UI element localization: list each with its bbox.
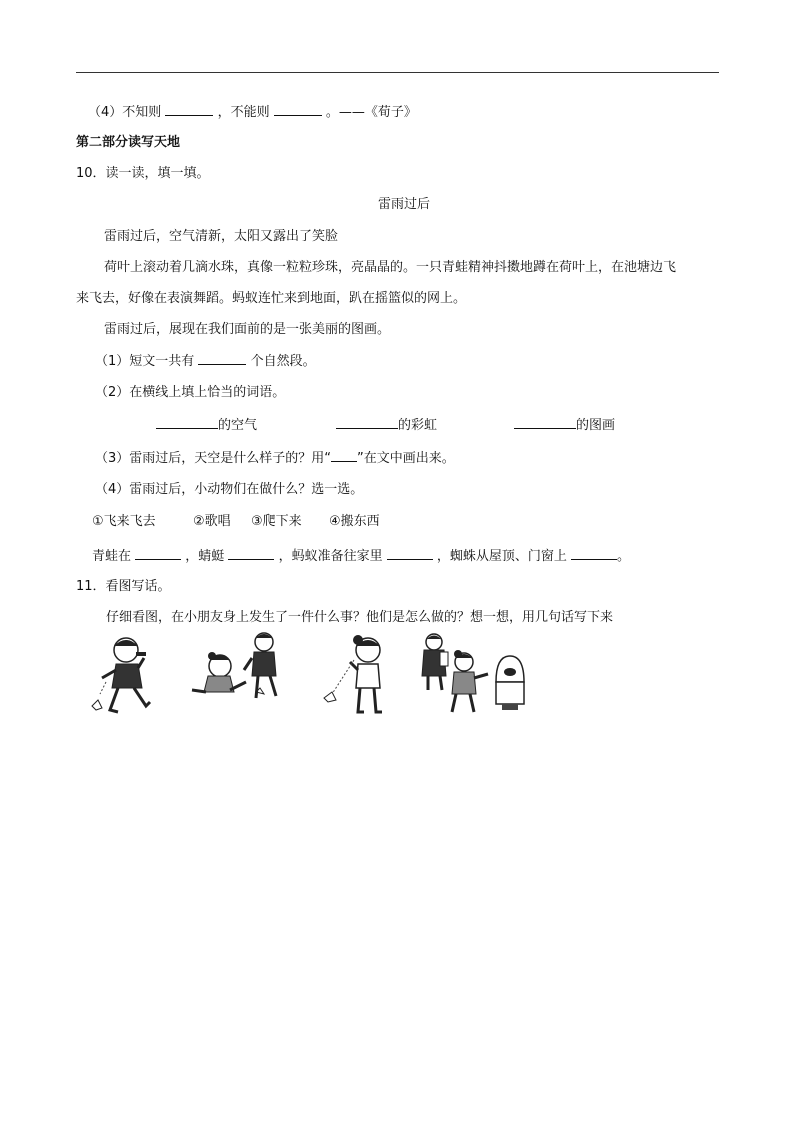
- q10-sub1-suffix: 个自然段。: [250, 354, 316, 369]
- q10-answer-line: [92, 547, 630, 566]
- story-paragraph-2-line-1: 荷叶上滚动着几滴水珠，真像一粒粒珍珠，亮晶晶的。一只青蛙精神抖擞地蹲在荷叶上，在池塘边飞: [104, 260, 677, 275]
- q10-sub4: （4）雷雨过后，小动物们在做什么？选一选。: [95, 482, 364, 497]
- fill-air: [156, 416, 257, 435]
- picture-girl-looking: [320, 632, 400, 716]
- answer-blank[interactable]: [228, 547, 274, 560]
- ans-ant: ，蚂蚁准备往家里: [278, 549, 383, 564]
- answer-blank[interactable]: [135, 547, 181, 560]
- q9-item4-line: [88, 103, 417, 122]
- picture-boy-eating: [88, 632, 168, 718]
- q9-item4-prefix: （4）不知则: [88, 105, 162, 120]
- answer-blank[interactable]: [514, 416, 576, 429]
- answer-blank[interactable]: [571, 547, 617, 560]
- option-1: ①飞来飞去: [92, 514, 156, 529]
- story-title: 雷雨过后: [378, 197, 431, 212]
- q10-prompt: 10．读一读，填一填。: [76, 166, 210, 181]
- answer-blank[interactable]: [387, 547, 433, 560]
- ans-dragonfly: ，蜻蜓: [185, 549, 225, 564]
- story-paragraph-3: 雷雨过后，展现在我们面前的是一张美丽的图画。: [104, 322, 391, 337]
- answer-blank[interactable]: [274, 103, 322, 116]
- q10-sub2: （2）在横线上填上恰当的词语。: [95, 385, 286, 400]
- fill-picture: [514, 416, 615, 435]
- option-2: ②歌唱: [193, 514, 231, 529]
- option-3: ③爬下来: [251, 514, 302, 529]
- q10-sub3-suffix: ”在文中画出来。: [357, 451, 455, 466]
- story-paragraph-2-line-2: 来飞去，好像在表演舞蹈。蚂蚁连忙来到地面，趴在摇篮似的网上。: [76, 291, 467, 306]
- ans-end: 。: [617, 549, 631, 564]
- underline-mark: [331, 449, 357, 462]
- answer-blank[interactable]: [336, 416, 398, 429]
- section-title: 第二部分读写天地: [76, 135, 181, 150]
- fill-air-label: 的空气: [218, 418, 258, 433]
- q11-instruction: 仔细看图，在小朋友身上发生了一件什么事？他们是怎么做的？想一想，用几句话写下来: [106, 610, 614, 625]
- answer-blank[interactable]: [198, 352, 246, 365]
- q10-sub3-prefix: （3）雷雨过后，天空是什么样子的？用“: [95, 451, 332, 466]
- option-4: ④搬东西: [329, 514, 380, 529]
- q9-item4-mid: ，不能则: [217, 105, 270, 120]
- answer-blank[interactable]: [156, 416, 218, 429]
- q9-item4-suffix: 。——《荀子》: [325, 105, 417, 120]
- fill-picture-label: 的图画: [576, 418, 616, 433]
- header-rule: [76, 72, 719, 73]
- answer-blank[interactable]: [165, 103, 213, 116]
- fill-rainbow-label: 的彩虹: [398, 418, 438, 433]
- fill-rainbow: [336, 416, 437, 435]
- q10-sub1-prefix: （1）短文一共有: [95, 354, 195, 369]
- q10-sub3: [95, 449, 455, 468]
- ans-spider: ，蜘蛛从屋顶、门窗上: [436, 549, 567, 564]
- picture-girl-falling: [186, 632, 292, 710]
- ans-frog: 青蛙在: [92, 549, 132, 564]
- story-paragraph-1: 雷雨过后，空气清新，太阳又露出了笑脸: [104, 229, 339, 244]
- picture-throwing-trash: [418, 632, 528, 718]
- q11-prompt: 11．看图写话。: [76, 579, 171, 594]
- q10-sub1: [95, 352, 316, 371]
